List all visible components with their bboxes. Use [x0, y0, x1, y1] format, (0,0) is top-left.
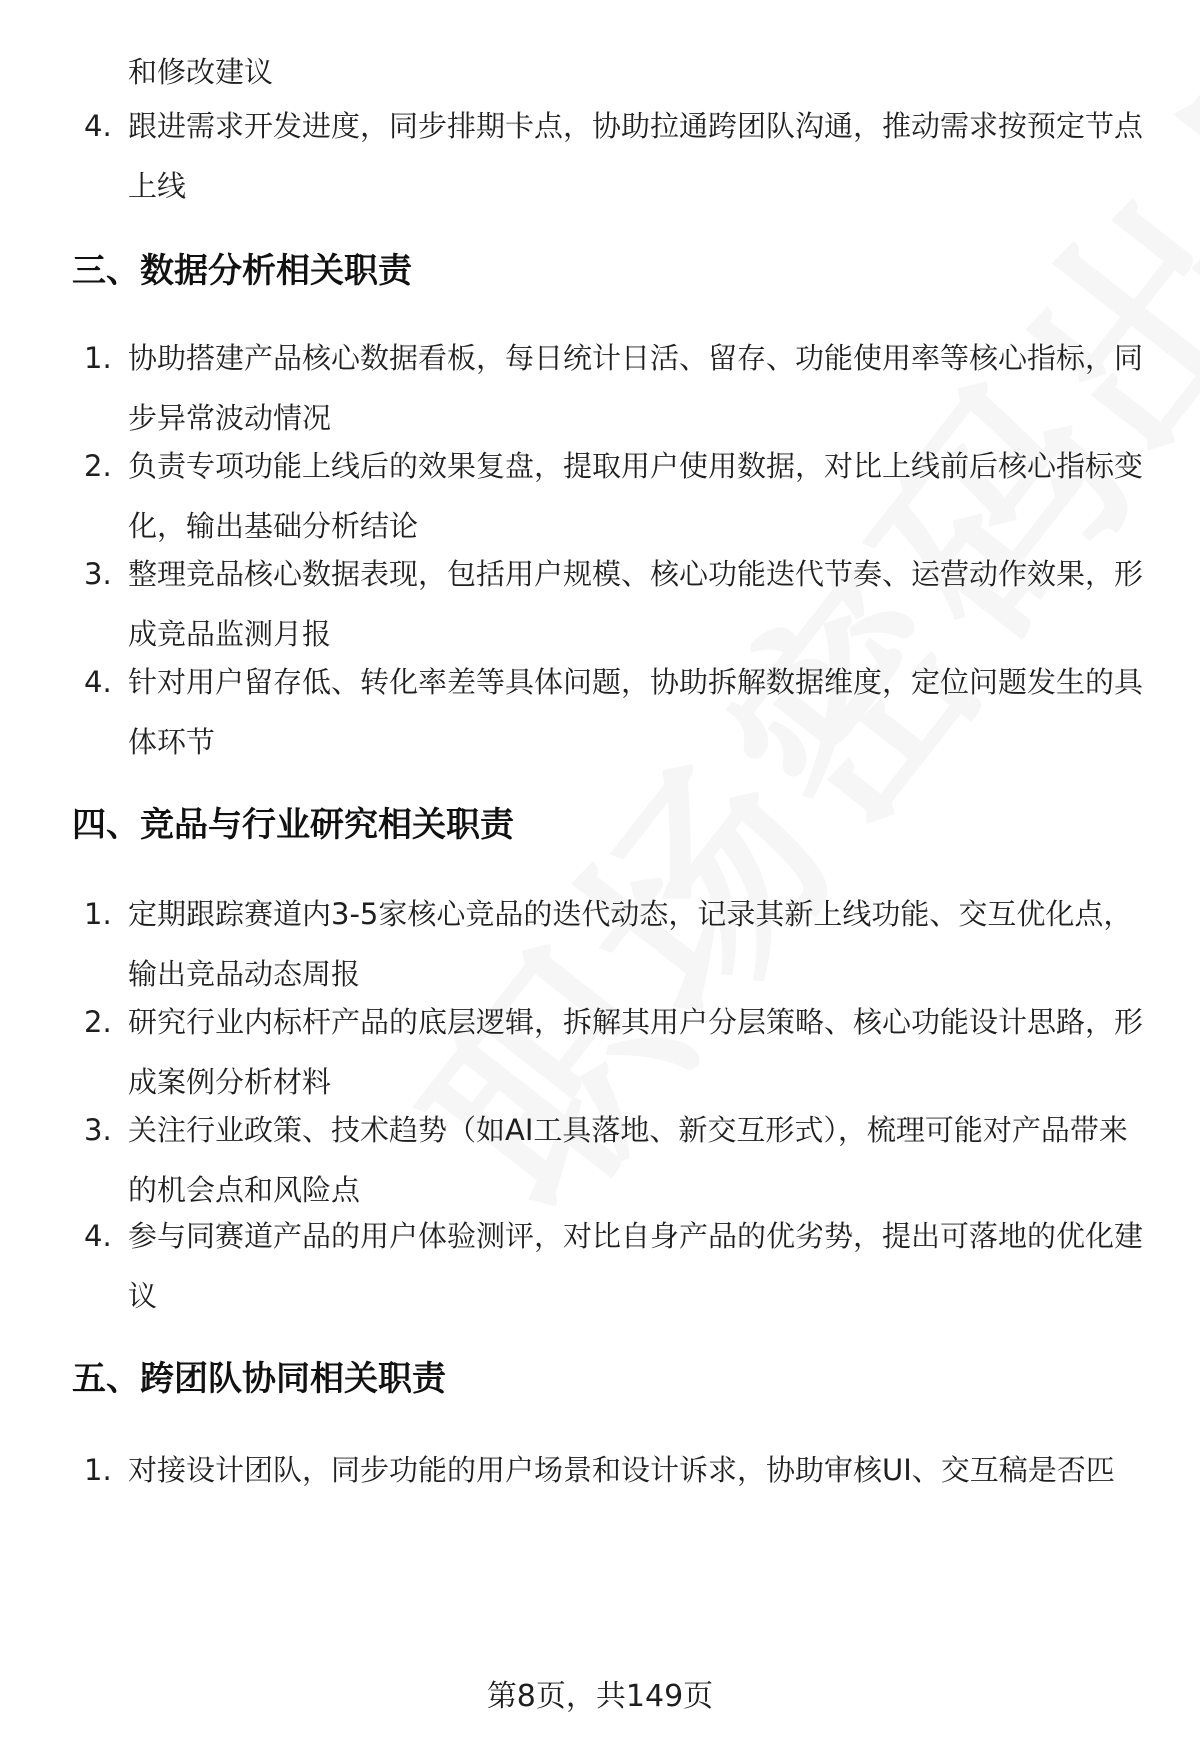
- list-item: [0, 992, 1200, 1112]
- list-item: [0, 544, 1200, 664]
- list-item: [0, 436, 1200, 556]
- list-item-text: 参与同赛道产品的用户体验测评，对比自身产品的优劣势，提出可落地的优化建议: [128, 1219, 1144, 1313]
- list-item: [0, 96, 1200, 216]
- list-item-number: 1.: [84, 897, 112, 931]
- list-item-text: 负责专项功能上线后的效果复盘，提取用户使用数据，对比上线前后核心指标变化，输出基础分析结论: [128, 449, 1144, 543]
- list-item-number: 2.: [84, 1005, 112, 1039]
- list-item-number: 4.: [84, 109, 112, 143]
- page-number: 第8页，共149页: [486, 1679, 714, 1714]
- list-item-text: 定期跟踪赛道内3-5家核心竞品的迭代动态，记录其新上线功能、交互优化点，输出竞品动态周报: [128, 897, 1133, 991]
- list-item-text: 跟进需求开发进度，同步排期卡点，协助拉通跨团队沟通，推动需求按预定节点上线: [128, 109, 1144, 203]
- list-item-text: 关注行业政策、技术趋势（如AI工具落地、新交互形式），梳理可能对产品带来的机会点和风险点: [128, 1113, 1128, 1207]
- list-item-text: 整理竞品核心数据表现，包括用户规模、核心功能迭代节奏、运营动作效果，形成竞品监测月报: [128, 557, 1144, 651]
- list-item-number: 4.: [84, 665, 112, 699]
- continuation-text: 和修改建议: [128, 55, 274, 89]
- list-item: [0, 652, 1200, 772]
- list-item: [0, 1100, 1200, 1220]
- list-item-number: 1.: [84, 341, 112, 375]
- list-item-number: 2.: [84, 449, 112, 483]
- list-item: [0, 328, 1200, 448]
- list-item-text: 协助搭建产品核心数据看板，每日统计日活、留存、功能使用率等核心指标，同步异常波动情况: [128, 341, 1144, 435]
- list-item-text: 对接设计团队，同步功能的用户场景和设计诉求，协助审核UI、交互稿是否匹: [128, 1453, 1115, 1487]
- section-heading: 三、数据分析相关职责: [72, 251, 412, 291]
- list-item-number: 3.: [84, 557, 112, 591]
- section-heading: 五、跨团队协同相关职责: [72, 1359, 446, 1399]
- list-item-text: 针对用户留存低、转化率差等具体问题，协助拆解数据维度，定位问题发生的具体环节: [128, 665, 1144, 759]
- list-item: [0, 1206, 1200, 1326]
- list-item: [0, 1440, 1200, 1500]
- list-item-text: 研究行业内标杆产品的底层逻辑，拆解其用户分层策略、核心功能设计思路，形成案例分析材料: [128, 1005, 1144, 1099]
- list-item-number: 1.: [84, 1453, 112, 1487]
- list-item: [0, 884, 1200, 1004]
- list-item-number: 3.: [84, 1113, 112, 1147]
- section-heading: 四、竞品与行业研究相关职责: [72, 805, 514, 845]
- list-item-number: 4.: [84, 1219, 112, 1253]
